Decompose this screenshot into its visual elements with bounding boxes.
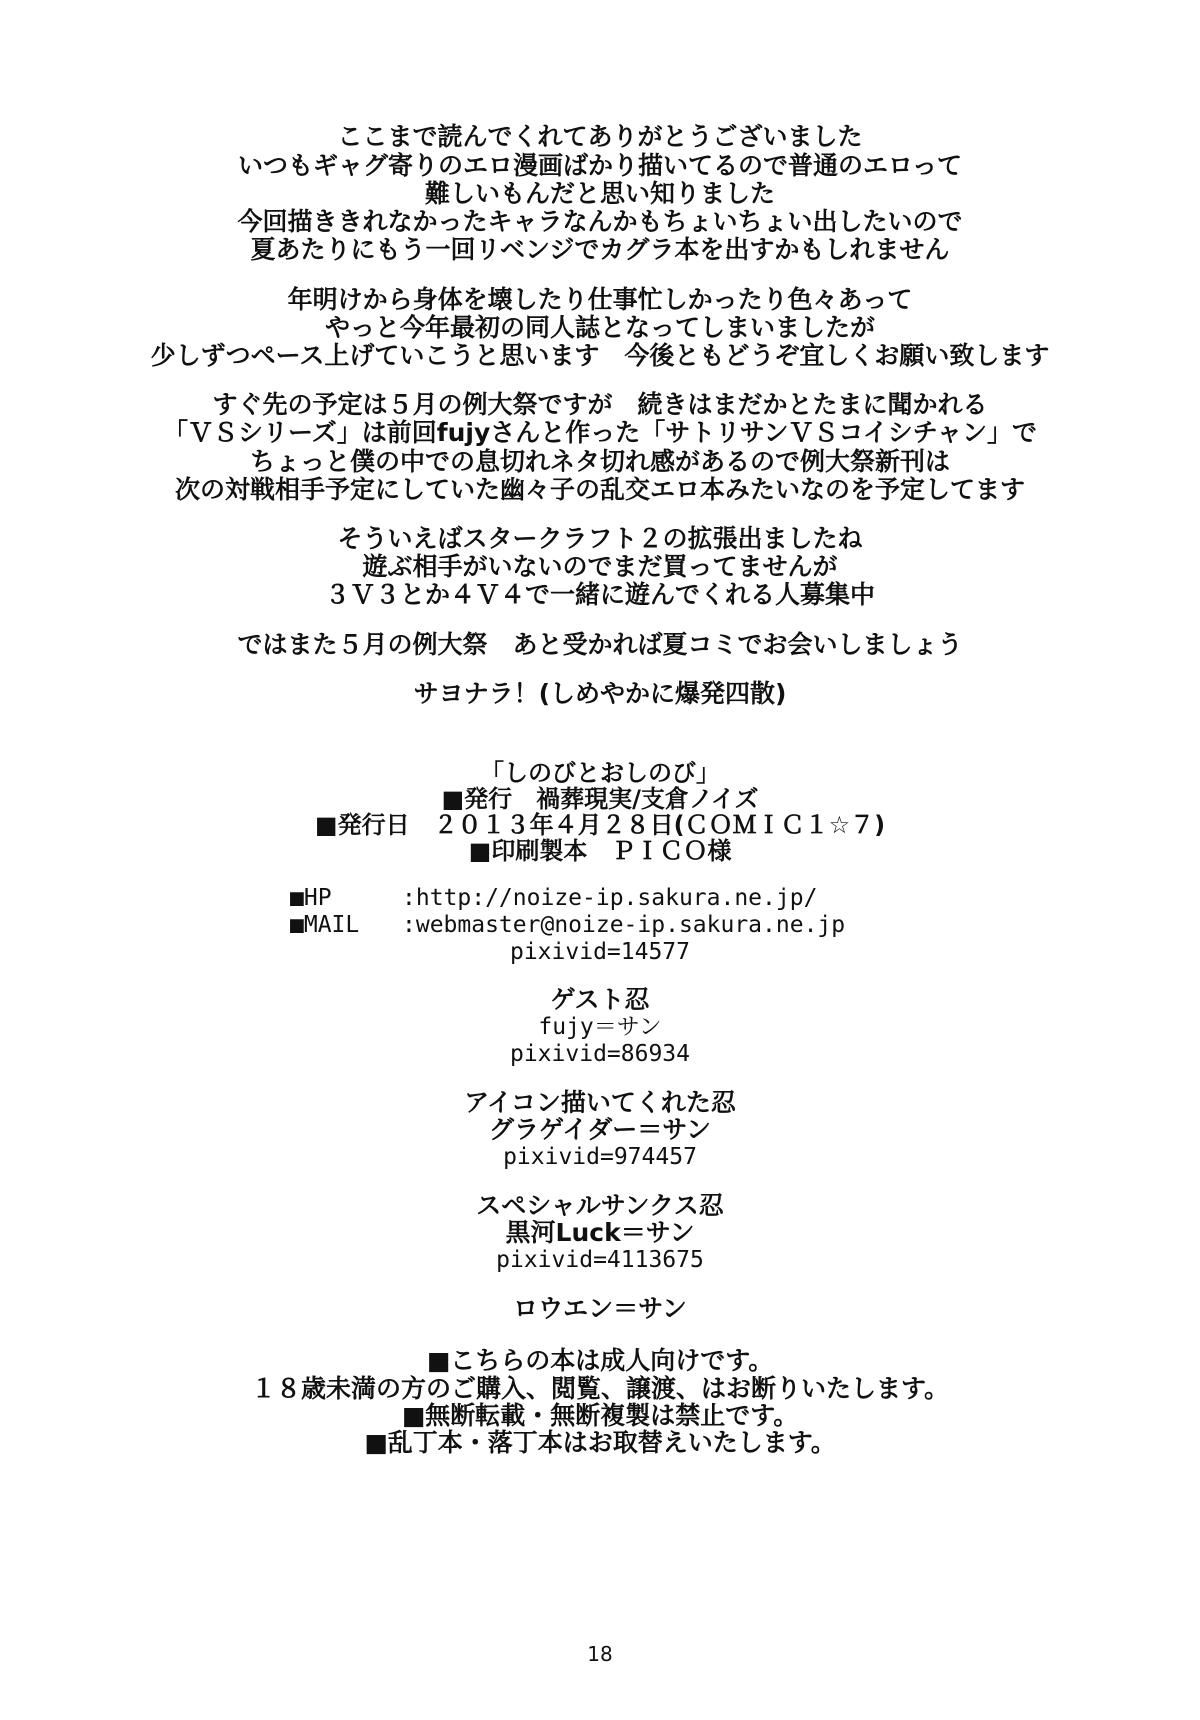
notice-line: ■こちらの本は成人向けです。: [426, 1346, 774, 1375]
credit-name: 黒河Luck＝サン: [505, 1218, 695, 1247]
afterword-line: ここまで読んでくれてありがとうございました: [337, 122, 863, 151]
afterword-line: ちょっと僕の中での息切れネタ切れ感があるので例大祭新刊は: [249, 447, 950, 476]
afterword-line: 遊ぶ相手がいないのでまだ買ってませんが: [362, 552, 838, 581]
afterword-line: いつもギャグ寄りのエロ漫画ばかり描いてるので普通のエロって: [237, 151, 962, 180]
credit-pixiv-id: pixivid=974457: [503, 1144, 697, 1170]
credit-role: スペシャルサンクス忍: [476, 1191, 724, 1220]
afterword-line: すぐ先の予定は５月の例大祭ですが 続きはまだかとたまに聞かれる: [212, 390, 988, 419]
hp-label: ■HP: [290, 885, 332, 911]
mail-row: [290, 910, 845, 940]
afterword-line: 次の対戦相手予定にしていた幽々子の乱交エロ本みたいなのを予定してます: [174, 475, 1025, 504]
author-pixiv-id: pixivid=14577: [509, 939, 690, 965]
mail-address: :webmaster@noize-ip.sakura.ne.jp: [402, 912, 846, 938]
afterword-line: 難しいもんだと思い知りました: [424, 179, 775, 208]
credit-role: ゲスト忍: [550, 985, 650, 1014]
publisher-line: ■発行 禍葬現実/支倉ノイズ: [441, 785, 759, 813]
afterword-line: 夏あたりにもう一回リベンジでカグラ本を出すかもしれません: [250, 235, 950, 264]
page-number: 18: [587, 1642, 613, 1666]
publish-date-line: ■発行日 ２０１３年４月２８日(ＣＯＭＩＣ１☆７): [314, 811, 886, 839]
credit-name: fujy＝サン: [538, 1014, 662, 1040]
afterword-line: ３Ｖ３とか４Ｖ４で一緒に遊んでくれる人募集中: [324, 580, 875, 609]
mail-label: ■MAIL: [290, 912, 360, 938]
afterword-line: ではまた５月の例大祭 あと受かれば夏コミでお会いしましょう: [237, 630, 963, 659]
extra-credit: ロウエン＝サン: [513, 1294, 687, 1323]
afterword-line: 今回描ききれなかったキャラなんかもちょいちょい出したいので: [237, 207, 963, 236]
credit-name: グラゲイダー＝サン: [488, 1115, 711, 1144]
book-title: 「しのびとおしのび」: [480, 759, 720, 787]
notice-line: ■無断転載・無断複製は禁止です。: [401, 1401, 799, 1430]
notice-line: １８歳未満の方のご購入、閲覧、譲渡、はお断りいたします。: [250, 1374, 949, 1403]
credit-role: アイコン描いてくれた忍: [464, 1088, 736, 1117]
credit-pixiv-id: pixivid=4113675: [496, 1247, 704, 1273]
notice-line: ■乱丁本・落丁本はお取替えいたします。: [364, 1428, 836, 1457]
credit-pixiv-id: pixivid=86934: [509, 1041, 690, 1067]
hp-url: :http://noize-ip.sakura.ne.jp/: [402, 885, 818, 911]
printer-line: ■印刷製本 ＰＩＣＯ様: [468, 837, 732, 865]
farewell-line: サヨナラ！(しめやかに爆発四散): [413, 679, 787, 708]
afterword-line: やっと今年最初の同人誌となってしまいましたが: [324, 313, 875, 342]
afterword-line: そういえばスタークラフト２の拡張出ましたね: [337, 524, 863, 553]
afterword-line: 少しずつペース上げていこうと思います 今後ともどうぞ宜しくお願い致します: [150, 341, 1050, 370]
afterword-line: 年明けから身体を壊したり仕事忙しかったり色々あって: [287, 285, 913, 314]
afterword-line: 「ＶＳシリーズ」は前回fujyさんと作った「サトリサンＶＳコイシチャン」で: [162, 418, 1038, 447]
hp-row: [290, 883, 817, 913]
